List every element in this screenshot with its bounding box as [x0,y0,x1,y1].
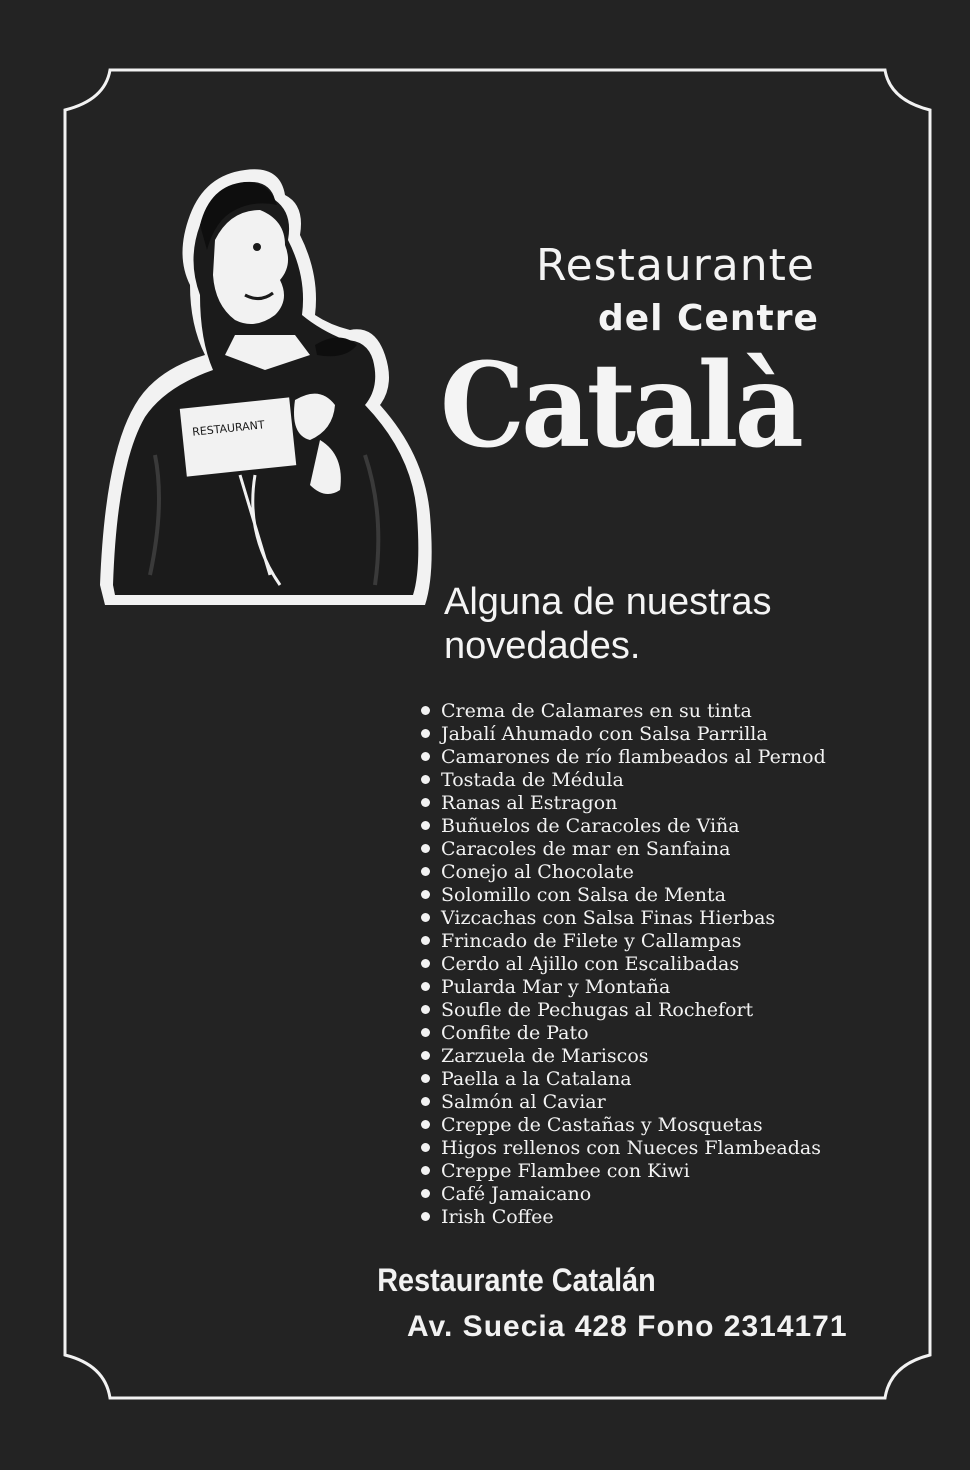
catala-logo: Català [440,338,801,474]
footer-address: Av. Suecia 428 Fono 2314171 [407,1310,848,1343]
intro-text: Alguna de nuestras novedades. [444,581,772,667]
bullet-icon [421,798,430,807]
bullet-icon [421,1028,430,1037]
list-item: Camarones de río flambeados al Pernod [415,746,826,769]
list-item: Tostada de Médula [415,769,826,792]
list-item: Jabalí Ahumado con Salsa Parrilla [415,723,826,746]
bullet-icon [421,959,430,968]
list-item: Ranas al Estragon [415,792,826,815]
menu-list [415,700,826,1229]
bullet-icon [421,936,430,945]
bullet-icon [421,1212,430,1221]
bullet-icon [421,729,430,738]
list-item: Caracoles de mar en Sanfaina [415,838,826,861]
bullet-icon [421,844,430,853]
bullet-icon [421,1051,430,1060]
bullet-icon [421,1143,430,1152]
list-item: Solomillo con Salsa de Menta [415,884,826,907]
bullet-icon [421,890,430,899]
list-item: Conejo al Chocolate [415,861,826,884]
waiter-illustration [95,155,440,610]
bullet-icon [421,821,430,830]
bullet-icon [421,1097,430,1106]
footer-restaurant-name: Restaurante Catalán [377,1262,656,1298]
cartoon-menu-label: RESTAURANT [191,418,266,439]
list-item: Soufle de Pechugas al Rochefort [415,999,826,1022]
list-item: Cerdo al Ajillo con Escalibadas [415,953,826,976]
list-item: Creppe de Castañas y Mosquetas [415,1114,826,1137]
bullet-icon [421,913,430,922]
heading-restaurante: Restaurante [536,240,815,291]
bullet-icon [421,1005,430,1014]
list-item: Vizcachas con Salsa Finas Hierbas [415,907,826,930]
list-item: Creppe Flambee con Kiwi [415,1160,826,1183]
list-item: Salmón al Caviar [415,1091,826,1114]
list-item: Buñuelos de Caracoles de Viña [415,815,826,838]
bullet-icon [421,775,430,784]
bullet-icon [421,752,430,761]
list-item: Frincado de Filete y Callampas [415,930,826,953]
bullet-icon [421,1166,430,1175]
list-item: Irish Coffee [415,1206,826,1229]
bullet-icon [421,1120,430,1129]
list-item: Confite de Pato [415,1022,826,1045]
bullet-icon [421,1189,430,1198]
bullet-icon [421,706,430,715]
bullet-icon [421,982,430,991]
list-item: Zarzuela de Mariscos [415,1045,826,1068]
list-item: Café Jamaicano [415,1183,826,1206]
bullet-icon [421,867,430,876]
bullet-icon [421,1074,430,1083]
heading-del-centre: del Centre [598,298,819,339]
list-item: Pularda Mar y Montaña [415,976,826,999]
list-item: Higos rellenos con Nueces Flambeadas [415,1137,826,1160]
list-item: Paella a la Catalana [415,1068,826,1091]
list-item: Crema de Calamares en su tinta [415,700,826,723]
